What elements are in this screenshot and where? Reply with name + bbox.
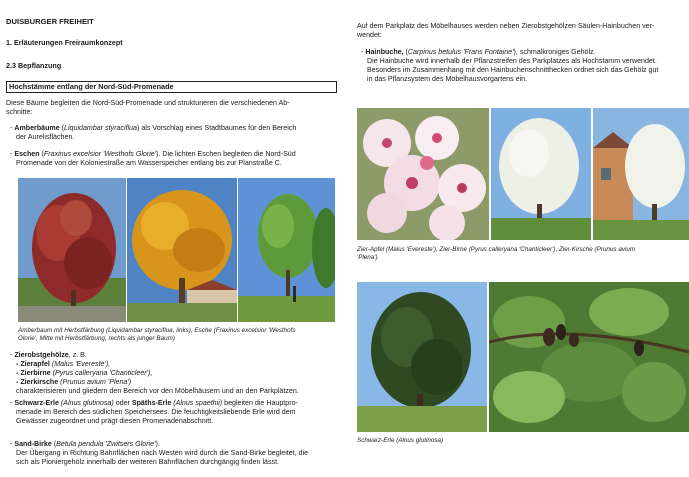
esche-line-2: Promenade von der Koloniestraße am Wasserspeicher entlang bis zur Planstraße C. <box>16 159 282 167</box>
intro-line-2: schnitte: <box>6 108 33 116</box>
amber-line-1: - Amberbäume (Liquidambar styraciflua) als Vorschlag eines Stadtbaumes für den Bereich <box>10 124 297 132</box>
erle-line-1: - Schwarz-Erle (Alnus glutinosa) oder Späths-Erle (Alnus spaethii) begleiten die Hauptpro- <box>10 399 298 407</box>
right-intro-line-1: Auf dem Parkplatz des Möbelhauses werden neben Zierobstgehölzen Säulen-Hainbuchen ver- <box>357 22 655 30</box>
amber-name: Amberbäume <box>14 124 60 132</box>
boxed-subheading: Hochstämme entlang der Nord-Süd-Promenade <box>6 81 337 93</box>
intro-line-1: Diese Bäume begleiten die Nord-Süd-Promenade und strukturieren die verschiedenen Ab- <box>6 99 290 107</box>
amberbaum-photo <box>18 178 126 322</box>
esche-jung-photo <box>238 178 335 322</box>
hainbuche-line-2: Die Hainbuche wird innerhalb der Pflanzstreifen des Parkplatzes als Hochstamm verwendet. <box>367 57 657 65</box>
chapter-heading: 1. Erläuterungen Freiraumkonzept <box>6 38 123 47</box>
zier-item-2: - Zierbirne (Pyrus calleryana 'Chanticleer'), <box>16 369 153 377</box>
zierapfel-photo <box>357 108 489 240</box>
photo-caption-line-2: Glorie', Mitte mit Herbstfärbung, rechts als junger Baum) <box>18 335 175 342</box>
hainbuche-line-1: - Hainbuche, (Carpinus betulus 'Frans Fontaine'), schmalkroniges Gehölz. <box>361 48 596 56</box>
esche-line-1: - Eschen (Fraxinus excelsior 'Westhofs Glorie'). Die lichten Eschen begleiten die Nord-Süd <box>10 150 296 158</box>
zierobst-caption-line-2: 'Plena') <box>357 254 378 261</box>
birke-line-3: sich als Pioniergehölz innerhalb der weiteren Bahnflächen durchgängig finden lässt. <box>16 458 280 466</box>
zierobst-caption-line-1: Zier-Apfel (Malus 'Evereste'), Zier-Birne (Pyrus calleryana 'Chanticleer'), Zier-Kirsche (Prunus avium <box>357 246 636 253</box>
zier-item-3: - Zierkirsche (Prunus avium 'Plena') <box>16 378 132 386</box>
amber-line-2: der Aurelisflächen. <box>16 133 75 141</box>
zierkirsche-photo <box>593 108 689 240</box>
erle-caption: Schwarz-Erle (Alnus glutinosa) <box>357 437 444 444</box>
hainbuche-line-4: in das Pflanzsystem des Möbelhausvorgartens ein. <box>367 75 528 83</box>
zierbirne-photo <box>491 108 591 240</box>
photo-caption-line-1: Amberbaum mit Herbstfärbung (Liquidambar styraciflua, links), Esche (Fraxinus excelsior 'Westhofs <box>18 327 296 334</box>
erle-line-2: menade im Bereich des südlichen Speichersees. Die feuchtigkeitsliebende Erle wird dem <box>16 408 296 416</box>
birke-line-2: Der Übergang in Richtung Bahnflächen nach Westen wird durch die Sand-Birke begleitet, die <box>16 449 309 457</box>
esche-name: Eschen <box>14 150 40 158</box>
right-intro-line-2: wendet: <box>357 31 382 39</box>
document-title: DUISBURGER FREIHEIT <box>6 17 94 26</box>
zier-heading: - Zierobstgehölze, z. B. <box>10 351 87 359</box>
amber-latin: Liquidambar styraciflua <box>64 124 137 132</box>
erle-blattwerk-photo <box>489 282 689 432</box>
zier-description: charakterisieren und gliedern den Bereich vor den Möbelhäusern und an den Parkplätzen. <box>16 387 299 395</box>
zier-heading-name: Zierobstgehölze <box>14 351 69 359</box>
erle-line-3: Gewässer zugeordnet und prägt diesen Promenadenabschnitt. <box>16 417 214 425</box>
schwarzerle-photo <box>357 282 487 432</box>
zier-item-1: - Zierapfel (Malus 'Evereste'), <box>16 360 111 368</box>
birke-line-1: - Sand-Birke (Betula pendula 'Zwitsers Glorie'). <box>10 440 160 448</box>
esche-latin: Fraxinus excelsior 'Westhofs Glorie' <box>43 150 157 158</box>
hainbuche-line-3: Besonders im Zusammenhang mit den Hainbuchenschnitthecken ordnet sich das Gehölz gut <box>367 66 659 74</box>
esche-herbst-photo <box>127 178 237 322</box>
section-heading: 2.3 Bepflanzung <box>6 61 62 70</box>
